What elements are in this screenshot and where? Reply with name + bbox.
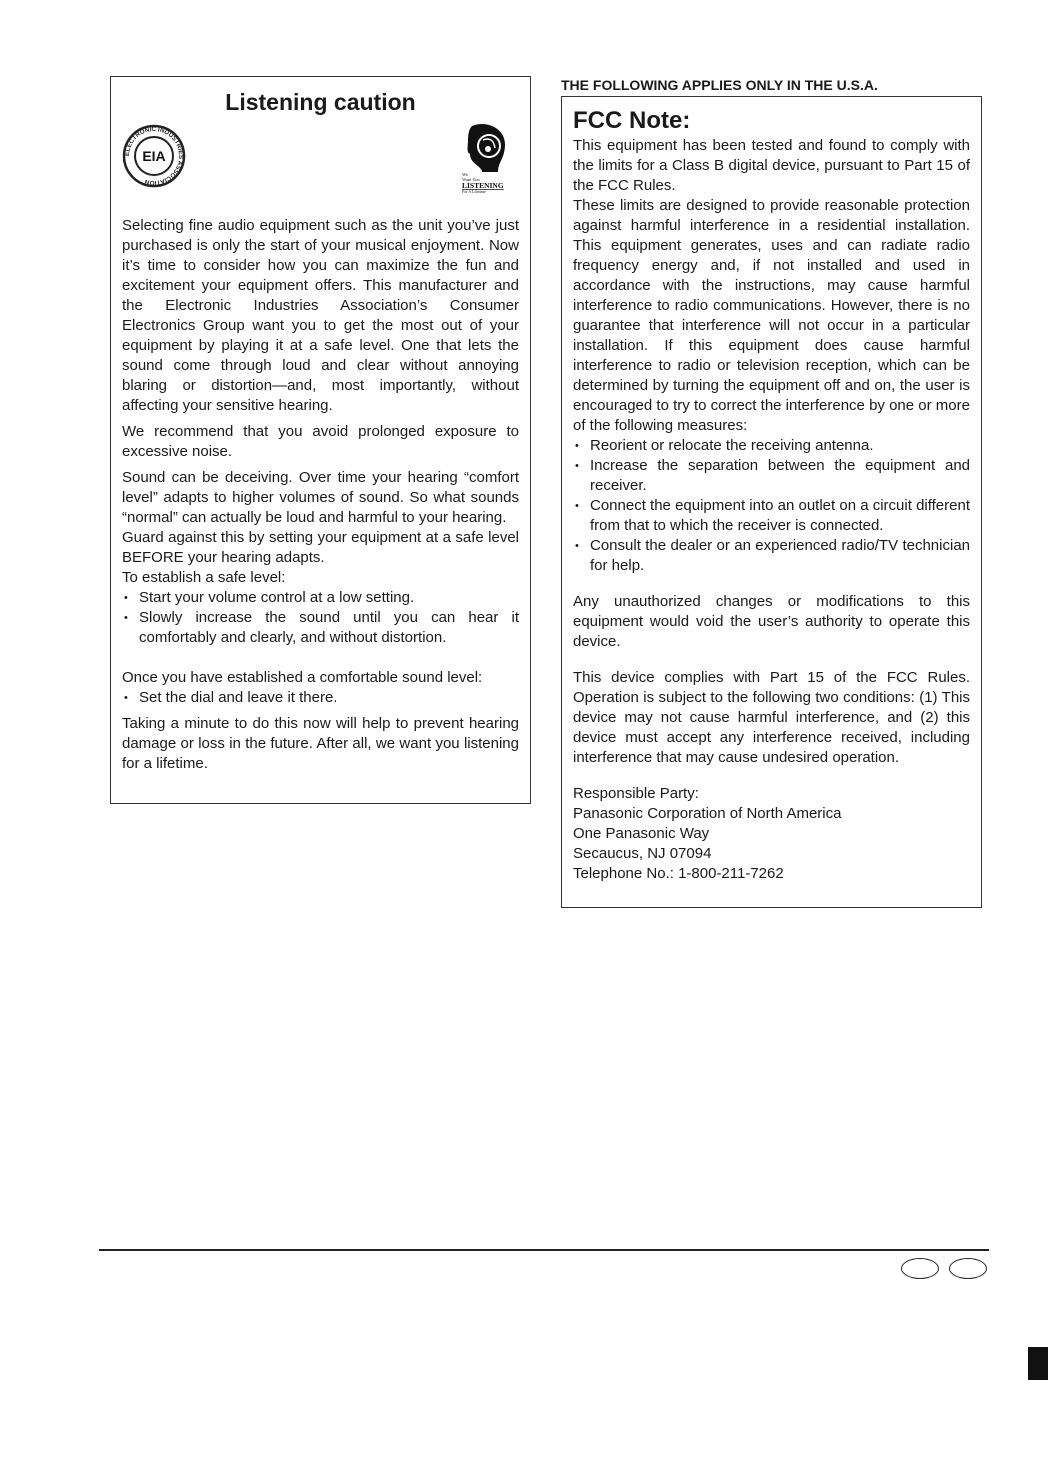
- usa-only-header: THE FOLLOWING APPLIES ONLY IN THE U.S.A.: [561, 77, 878, 93]
- listening-for-a-lifetime-logo-icon: [458, 122, 514, 194]
- responsible-party-telephone: Telephone No.: 1-800-211-7262: [573, 865, 784, 882]
- fcc-paragraph-3: Any unauthorized changes or modifications to this equipment would void the user’s authority to operate this device.: [573, 593, 970, 650]
- logo-row: [122, 116, 519, 216]
- listen-logo-line-4: For A Lifetime: [462, 189, 486, 194]
- listening-bullet-list-2: [122, 688, 519, 708]
- responsible-party-city: Secaucus, NJ 07094: [573, 845, 712, 862]
- listening-paragraph-3: Sound can be deceiving. Over time your hearing “comfort level” adapts to higher volumes of sound. So what sounds “normal” can actually be loud and harmful to your hearing.: [122, 469, 519, 526]
- listening-paragraph-4: Guard against this by setting your equipment at a safe level BEFORE your hearing adapts.: [122, 529, 519, 566]
- page-oval-right: [949, 1258, 987, 1279]
- fcc-paragraph-4: This device complies with Part 15 of the FCC Rules. Operation is subject to the following two conditions: (1) This device may not cause harmful interference, and (2) this device must accept any interference received, including interference that may cause undesired operation.: [573, 669, 970, 766]
- responsible-party-label: Responsible Party:: [573, 785, 699, 802]
- list-item: • Set the dial and leave it there.: [122, 688, 519, 708]
- fcc-note-box: [561, 96, 982, 908]
- fcc-paragraph-1: This equipment has been tested and found to comply with the limits for a Class B digital device, pursuant to Part 15 of the FCC Rules.: [573, 137, 970, 194]
- fcc-paragraph-2: These limits are designed to provide reasonable protection against harmful interference in a residential installation. This equipment generates, uses and can radiate radio frequency energy and, if not installed and used in accordance with the instructions, may cause harmful interference to radio communications. However, there is no guarantee that interference will not occur in a particular installation. If this equipment does cause harmful interference to radio or television reception, which can be determined by turning the equipment off and on, the user is encouraged to try to correct the interference by one or more of the following measures:: [573, 197, 970, 434]
- fcc-bullet-list: [573, 436, 970, 576]
- listening-paragraph-7: Taking a minute to do this now will help to prevent hearing damage or loss in the future. After all, we want you listening for a lifetime.: [122, 715, 519, 772]
- fcc-note-title: FCC Note:: [573, 107, 691, 134]
- listening-paragraph-1: Selecting fine audio equipment such as the unit you’ve just purchased is only the start of your musical enjoyment. Now it’s time to consider how you can maximize the fun and excitement your equipment offers. This manufacturer and the Electronic Industries Association’s Consumer Electronics Group want you to get the most out of your equipment by playing it at a safe level. One that lets the sound come through loud and clear without annoying blaring or distortion—and, most importantly, without affecting your sensitive hearing.: [122, 217, 519, 414]
- page-oval-left: [901, 1258, 939, 1279]
- edge-tab-marker: [1028, 1347, 1048, 1380]
- footer-divider: [99, 1249, 989, 1251]
- responsible-party-company: Panasonic Corporation of North America: [573, 805, 842, 822]
- listening-bullet-list-1: [122, 588, 519, 648]
- responsible-party-block: [573, 784, 970, 884]
- eia-logo-text: EIA: [142, 148, 166, 164]
- listening-caution-box: [110, 76, 531, 804]
- listen-logo-line-1: We: [462, 172, 468, 177]
- listening-paragraph-2: We recommend that you avoid prolonged exposure to excessive noise.: [122, 423, 519, 460]
- list-item: • Increase the separation between the equipment and receiver.: [573, 456, 970, 496]
- eia-logo-icon: [122, 124, 186, 188]
- responsible-party-street: One Panasonic Way: [573, 825, 710, 842]
- list-item: • Consult the dealer or an experienced radio/TV technician for help.: [573, 536, 970, 576]
- listening-caution-title: Listening caution: [225, 89, 416, 115]
- list-item: • Reorient or relocate the receiving antenna.: [573, 436, 970, 456]
- eia-logo-ring-text: ELECTRONIC INDUSTRIES ASSOCIATION: [123, 125, 185, 187]
- listening-paragraph-5: To establish a safe level:: [122, 569, 286, 586]
- listening-paragraph-6: Once you have established a comfortable sound level:: [122, 669, 483, 686]
- list-item: • Connect the equipment into an outlet on a circuit different from that to which the receiver is connected.: [573, 496, 970, 536]
- listen-logo-line-2: Want You: [462, 177, 480, 182]
- list-item: • Slowly increase the sound until you can hear it comfortably and clearly, and without distortion.: [122, 608, 519, 648]
- list-item: • Start your volume control at a low setting.: [122, 588, 519, 608]
- listen-logo-line-3: LISTENING: [462, 181, 504, 190]
